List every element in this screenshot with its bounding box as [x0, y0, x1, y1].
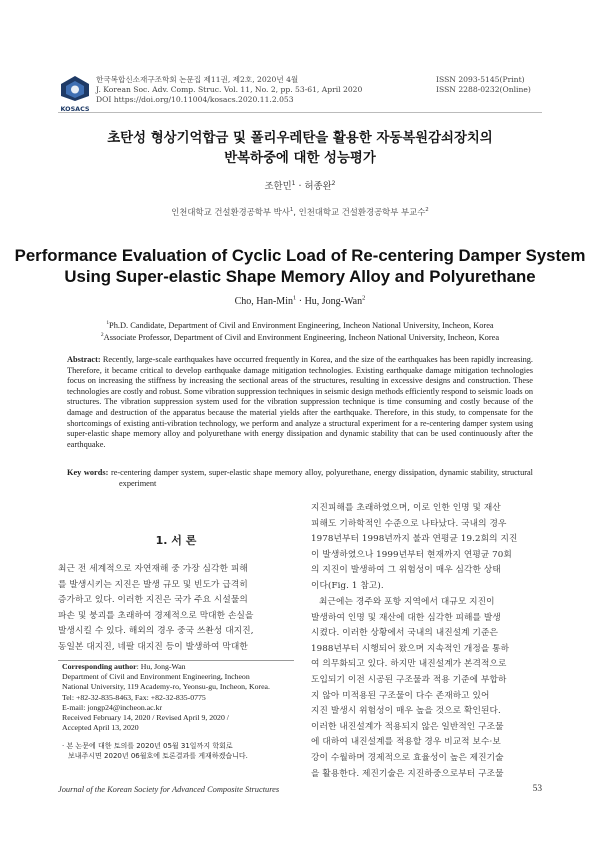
page-number: 53	[532, 784, 542, 794]
corresponding-author: Corresponding author: Hu, Jong-Wan Department of Civil and Environment Engineering, Incheon National University, 119 Academy-ro, Yeonsu-gu, Incheon, Korea. Tel: +82-32-835-8463, Fax: +82-32-835-0775 E-mail: jongp24@incheon.ac.kr	[62, 662, 294, 713]
received-dates: Received February 14, 2020 / Revised April 9, 2020 / Accepted April 13, 2020	[62, 713, 229, 733]
authors-en: Cho, Han-Min$^1$ · Hu, Jong-Wan$^2$	[234, 294, 366, 307]
logo-text: KOSACS	[60, 105, 90, 113]
affiliations-ko: 인천대학교 건설환경공학부 박사$^1$, 인천대학교 건설환경공학부 부교수$^2$	[171, 207, 429, 217]
issn-print: ISSN 2093-5145(Print)	[436, 75, 525, 84]
section-heading: 1. 서 론	[155, 534, 197, 547]
footer-journal: Journal of the Korean Society for Advanced Composite Structures	[58, 785, 280, 794]
title-en-line1: Performance Evaluation of Cyclic Load of Re-centering Damper System	[14, 246, 586, 265]
title-en-line2: Using Super-elastic Shape Memory Alloy and Polyurethane	[64, 267, 536, 286]
abstract-label: Abstract:	[67, 355, 101, 364]
keywords-text: re-centering damper system, super-elastic shape memory alloy, polyurethane, energy dissipation, dynamic stability, structural experiment	[108, 468, 533, 488]
keywords	[67, 468, 533, 489]
kosacs-logo	[58, 74, 92, 113]
logo-emblem-icon	[58, 74, 92, 102]
journal-info-ko: 한국복합신소재구조학회 논문집 제11권, 제2호, 2020년 4월	[96, 75, 299, 84]
header-divider	[58, 112, 542, 113]
left-paragraph: 최근 전 세계적으로 자연재해 중 가장 심각한 피해 를 발생시키는 지진은 발생 규모 및 빈도가 급격히 증가하고 있다. 이러한 지진은 국가 주요 시설물의 파손 및 붕괴를 초래하여 경제적으로 막대한 손실을 발생시킬 수 있다. 해외의 경우 중국 쓰촨성 대지진, 동일본 대지진, 네팔 대지진 등이 발생하여 막대한	[58, 564, 254, 652]
discussion-note: · 본 논문에 대한 토의를 2020년 05월 31일까지 학회로 보내주시면 2020년 06월호에 토론결과를 게재하겠습니다.	[62, 742, 248, 761]
keywords-label: Key words:	[67, 468, 109, 477]
abstract-text: Recently, large-scale earthquakes have occurred frequently in Korea, and the size of the earthquakes has been rapidly increasing. Therefore, it became critical to develop earthquake damage mitigation technologies. Existing earthquake damage mitigation technologies focus on increasing the stiffness by increasing the sectional areas of the structures, resulting in excessive designs and construction. These technologies are costly and robust. Some vibration suppression techniques in seismic design methods efficiently respond to seismic loads on structures. The vibration suppression system used for the vibration suppression technique is time consuming and costly because of the damage and destruction of the apparatus because the material yields after the earthquake. Therefore, in this study, to compensate for the shortcomings of existing anti-vibration technology, we perform and analyze a structural experiment for a re-centering damper system using super-elastic shape memory alloy and polyurethane with energy dissipation and dynamic stability that can be used continuously after the earthquake.	[67, 355, 534, 449]
title-ko-line2: 반복하중에 대한 성능평가	[224, 151, 376, 166]
right-paragraph-2: 최근에는 경주와 포항 지역에서 대규모 지진이 발생하여 인명 및 재산에 대한 심각한 피해를 발생 시켰다. 이러한 상황에서 국내의 내진설계 기준은 1988년부터 시행되어 왔으며 지속적인 개정을 통하 여 의무화되고 있다. 하지만 내진설계가 본격적으로 도입되기 이전 시공된 구조물과 적용 기준에 부합하 지 않아 미적용된 구조물이 다수 존재하고 있어 지진 발생시 위험성이 매우 높을 것으로 확인된다. 이러한 내진설계가 적용되지 않은 일반적인 구조물 에 대하여 내진설계를 적용할 경우 비교적 보수·보 강이 수월하며 경제적으로 효율성이 높은 제진기술 을 활용한다. 제진기술은 지진하중으로부터 구조물	[311, 597, 510, 779]
journal-info-en: J. Korean Soc. Adv. Comp. Struc. Vol. 11, No. 2, pp. 53-61, April 2020	[96, 85, 363, 94]
authors-ko: 조한민$^1$ · 허종완$^2$	[264, 179, 336, 192]
issn-online: ISSN 2288-0232(Online)	[436, 85, 531, 94]
affiliations-en: $^1$Ph.D. Candidate, Department of Civil and Environment Engineering, Incheon National University, Incheon, Korea $^2$Associate Professor, Department of Civil and Environment Engineering, Incheon National University, Incheon, Korea	[100, 320, 500, 342]
footnote-divider	[58, 660, 294, 661]
doi-link[interactable]: DOI https://doi.org/10.11004/kosacs.2020.11.2.053	[96, 95, 294, 104]
email-link[interactable]: E-mail: jongp24@incheon.ac.kr	[62, 702, 163, 712]
abstract	[67, 355, 533, 450]
right-paragraph-1: 지진피해를 초래하였으며, 이로 인한 인명 및 재산 피해도 기하학적인 수준으로 나타났다. 국내의 경우 1978년부터 1998년까지 불과 연평균 19.2회의 지진 이 발생하였으나 1999년부터 현재까지 연평균 70회 의 지진이 발생하여 그 위험성이 매우 심각한 상태 이다(Fig. 1 참고).	[311, 503, 518, 591]
title-ko-line1: 초탄성 형상기억합금 및 폴리우레탄을 활용한 자동복원감쇠장치의	[107, 131, 493, 146]
